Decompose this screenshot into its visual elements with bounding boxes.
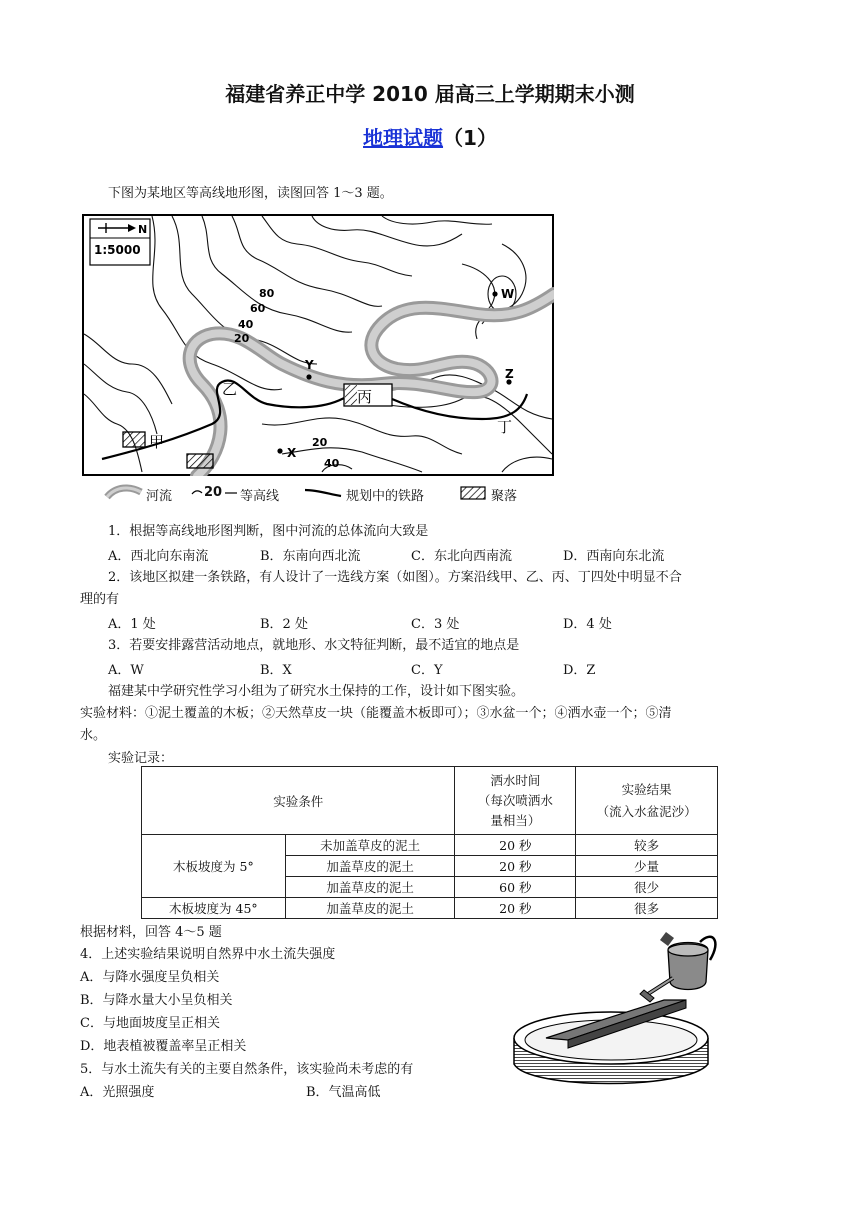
option[interactable]: A．W	[108, 663, 144, 678]
question-4: 4．上述实验结果说明自然界中水土流失强度	[80, 947, 336, 962]
option[interactable]: C．东北向西南流	[411, 549, 512, 564]
point-label-y: Y	[305, 358, 314, 372]
railway-legend-icon	[303, 484, 343, 500]
cell-time: 20 秒	[455, 856, 576, 877]
document-title: 福建省养正中学 2010 届高三上学期期末小测	[225, 82, 635, 106]
option[interactable]: A．西北向东南流	[108, 549, 209, 564]
cell-condition: 加盖草皮的泥土	[285, 877, 455, 898]
cell-condition: 加盖草皮的泥土	[285, 856, 455, 877]
map-scale: 1:5000	[94, 243, 141, 257]
legend-contour: 等高线	[240, 489, 280, 504]
point-label-w: W	[501, 287, 515, 301]
question-2: 2．该地区拟建一条铁路，有人设计了一选线方案（如图）。方案沿线甲、乙、丙、丁四处中明显不合	[108, 570, 682, 585]
legend-railway: 规划中的铁路	[346, 489, 425, 504]
point-label-x: X	[287, 446, 297, 460]
subtitle-number: （1）	[443, 126, 497, 150]
option[interactable]: A．1 处	[108, 617, 156, 632]
slope-5-cell: 木板坡度为 5°	[142, 835, 286, 898]
contour-legend-icon	[190, 484, 204, 500]
option[interactable]: A．光照强度	[80, 1085, 155, 1100]
contour-label: 20	[312, 436, 328, 449]
river-legend-icon	[104, 484, 144, 500]
option[interactable]: D．西南向东北流	[563, 549, 665, 564]
option[interactable]: D．4 处	[563, 617, 612, 632]
contour-map	[82, 214, 554, 476]
header-condition: 实验条件	[142, 767, 455, 835]
legend-contour-number: 20	[204, 485, 223, 500]
place-ding: 丁	[497, 418, 513, 436]
cell-condition: 未加盖草皮的泥土	[285, 835, 455, 856]
question-5: 5．与水土流失有关的主要自然条件，该实验尚未考虑的有	[80, 1062, 414, 1077]
header-result: 实验结果 （流入水盆泥沙）	[576, 767, 718, 835]
cell-condition: 加盖草皮的泥土	[285, 898, 455, 919]
contour-label: 80	[259, 287, 275, 300]
option[interactable]: A．与降水强度呈负相关	[80, 970, 220, 985]
material-prompt: 根据材料，回答 4～5 题	[80, 925, 222, 940]
table-row	[142, 898, 718, 919]
experiment-materials-cont: 水。	[80, 728, 107, 743]
option[interactable]: D．Z	[563, 663, 596, 678]
experiment-illustration	[508, 930, 724, 1088]
document-subtitle	[0, 122, 860, 151]
option[interactable]: B．2 处	[260, 617, 308, 632]
question-2-cont: 理的有	[80, 592, 120, 607]
option[interactable]: C．Y	[411, 663, 443, 678]
settlement-icon	[187, 454, 213, 468]
subject-link[interactable]: 地理试题	[363, 126, 444, 150]
record-label: 实验记录：	[108, 751, 174, 766]
cell-result: 很少	[576, 877, 718, 898]
option[interactable]: B．气温高低	[306, 1085, 381, 1100]
option[interactable]: C．3 处	[411, 617, 460, 632]
cell-time: 20 秒	[455, 835, 576, 856]
cell-time: 60 秒	[455, 877, 576, 898]
contour-label: 40	[238, 318, 254, 331]
cell-result: 很多	[576, 898, 718, 919]
legend-settlement: 聚落	[491, 489, 518, 504]
place-jia: 甲	[149, 433, 165, 451]
option[interactable]: B．与降水量大小呈负相关	[80, 993, 233, 1008]
header-time: 洒水时间 （每次喷洒水 量相当）	[455, 767, 576, 835]
table-row	[142, 835, 718, 856]
slope-45-cell: 木板坡度为 45°	[142, 898, 286, 919]
settlement-icon	[123, 432, 145, 447]
north-label: N	[138, 223, 148, 236]
option[interactable]: B．东南向西北流	[260, 549, 361, 564]
contour-label: 20	[234, 332, 250, 345]
option[interactable]: D．地表植被覆盖率呈正相关	[80, 1039, 247, 1054]
place-yi: 乙	[222, 380, 238, 398]
experiment-materials: 实验材料：①泥土覆盖的木板；②天然草皮一块（能覆盖木板即可）；③水盆一个；④洒水壶一个；⑤清	[80, 706, 672, 721]
contour-label: 60	[250, 302, 266, 315]
option[interactable]: C．与地面坡度呈正相关	[80, 1016, 220, 1031]
experiment-intro: 福建某中学研究性学习小组为了研究水土保持的工作，设计如下图实验。	[108, 684, 525, 699]
legend-river: 河流	[146, 489, 173, 504]
cell-result: 少量	[576, 856, 718, 877]
cell-result: 较多	[576, 835, 718, 856]
experiment-table	[141, 766, 718, 919]
settlement-legend-icon	[460, 486, 486, 500]
point-label-z: Z	[505, 367, 514, 381]
place-bing: 丙	[357, 388, 373, 406]
map-intro: 下图为某地区等高线地形图，读图回答 1～3 题。	[108, 186, 393, 201]
contour-label: 40	[324, 457, 340, 470]
cell-time: 20 秒	[455, 898, 576, 919]
option[interactable]: B．X	[260, 663, 292, 678]
question-3: 3．若要安排露营活动地点，就地形、水文特征判断，最不适宜的地点是	[108, 638, 520, 653]
question-1: 1．根据等高线地形图判断，图中河流的总体流向大致是	[108, 524, 429, 539]
watering-can-icon	[640, 932, 715, 1002]
